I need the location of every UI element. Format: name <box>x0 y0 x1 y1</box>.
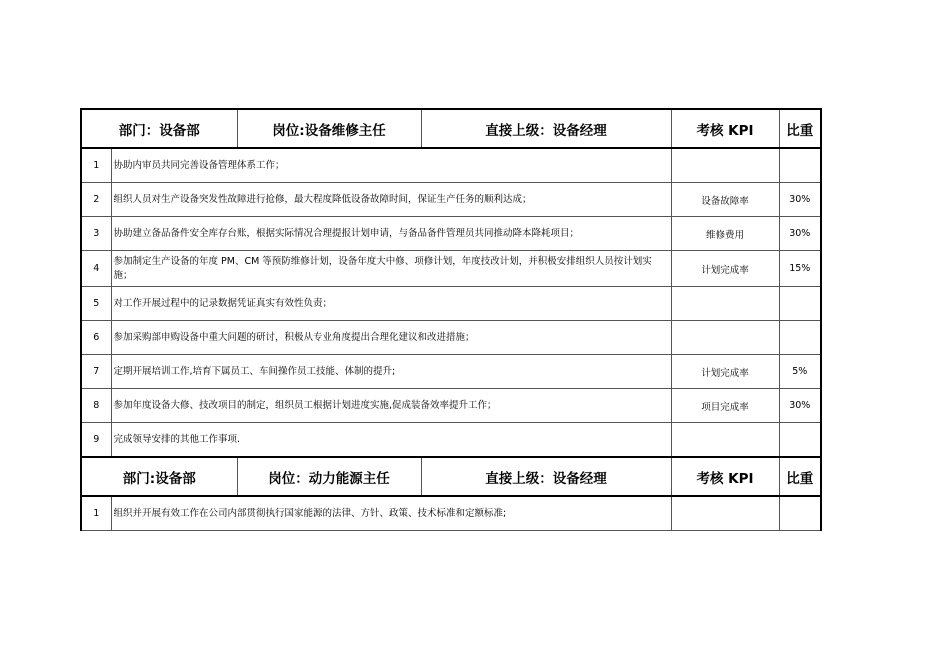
row-number: 8 <box>81 389 111 423</box>
task-description: 定期开展培训工作,培育下属员工、车间操作员工技能、体制的提升; <box>111 355 671 389</box>
kpi-cell <box>671 321 779 355</box>
row-number: 2 <box>81 183 111 217</box>
superior-cell: 直接上级：设备经理 <box>421 109 671 148</box>
table-row <box>81 287 821 321</box>
weight-cell: 30% <box>779 183 821 217</box>
kpi-cell: 维修费用 <box>671 217 779 251</box>
task-description: 对工作开展过程中的记录数据凭证真实有效性负责； <box>111 287 671 321</box>
weight-cell: 30% <box>779 217 821 251</box>
row-number: 6 <box>81 321 111 355</box>
section-header <box>81 109 821 148</box>
weight-cell <box>779 148 821 183</box>
kpi-cell: 设备故障率 <box>671 183 779 217</box>
task-description: 组织人员对生产设备突发性故障进行抢修，最大程度降低设备故障时间，保证生产任务的顺利达成； <box>111 183 671 217</box>
kpi-cell <box>671 496 779 531</box>
row-number: 3 <box>81 217 111 251</box>
weight-cell <box>779 496 821 531</box>
section-header <box>81 457 821 496</box>
table-row <box>81 423 821 458</box>
weight-header-cell: 比重 <box>779 109 821 148</box>
position-cell: 岗位：动力能源主任 <box>237 457 421 496</box>
dept-cell: 部门：设备部 <box>81 109 237 148</box>
task-description: 完成领导安排的其他工作事项. <box>111 423 671 458</box>
kpi-cell <box>671 287 779 321</box>
weight-cell <box>779 423 821 458</box>
dept-cell: 部门:设备部 <box>81 457 237 496</box>
task-description: 协助建立备品备件安全库存台账，根据实际情况合理提报计划申请，与备品备件管理员共同推动降本降耗项目； <box>111 217 671 251</box>
row-number: 1 <box>81 496 111 531</box>
table-row <box>81 355 821 389</box>
kpi-cell <box>671 423 779 458</box>
superior-cell: 直接上级：设备经理 <box>421 457 671 496</box>
table-row <box>81 321 821 355</box>
weight-cell: 15% <box>779 251 821 287</box>
kpi-cell <box>671 148 779 183</box>
table-row <box>81 389 821 423</box>
kpi-cell: 项目完成率 <box>671 389 779 423</box>
kpi-table <box>80 108 822 531</box>
row-number: 1 <box>81 148 111 183</box>
table-row <box>81 217 821 251</box>
task-description: 参加年度设备大修、技改项目的制定，组织员工根据计划进度实施,促成装备效率提升工作； <box>111 389 671 423</box>
row-number: 7 <box>81 355 111 389</box>
kpi-table-body <box>81 109 821 531</box>
weight-cell <box>779 287 821 321</box>
kpi-header-cell: 考核 KPI <box>671 457 779 496</box>
task-description: 参加制定生产设备的年度 PM、CM 等预防维修计划，设备年度大中修、项修计划，年度技改计划，并积极安排组织人员按计划实施； <box>111 251 671 287</box>
table-row <box>81 148 821 183</box>
row-number: 4 <box>81 251 111 287</box>
table-row <box>81 251 821 287</box>
weight-header-cell: 比重 <box>779 457 821 496</box>
row-number: 5 <box>81 287 111 321</box>
kpi-cell: 计划完成率 <box>671 251 779 287</box>
row-number: 9 <box>81 423 111 458</box>
table-row <box>81 183 821 217</box>
task-description: 参加采购部申购设备中重大问题的研讨，积极从专业角度提出合理化建议和改进措施； <box>111 321 671 355</box>
kpi-cell: 计划完成率 <box>671 355 779 389</box>
table-row <box>81 496 821 531</box>
task-description: 组织并开展有效工作在公司内部贯彻执行国家能源的法律、方针、政策、技术标准和定额标准; <box>111 496 671 531</box>
position-cell: 岗位:设备维修主任 <box>237 109 421 148</box>
weight-cell: 30% <box>779 389 821 423</box>
kpi-header-cell: 考核 KPI <box>671 109 779 148</box>
task-description: 协助内审员共同完善设备管理体系工作； <box>111 148 671 183</box>
weight-cell: 5% <box>779 355 821 389</box>
weight-cell <box>779 321 821 355</box>
